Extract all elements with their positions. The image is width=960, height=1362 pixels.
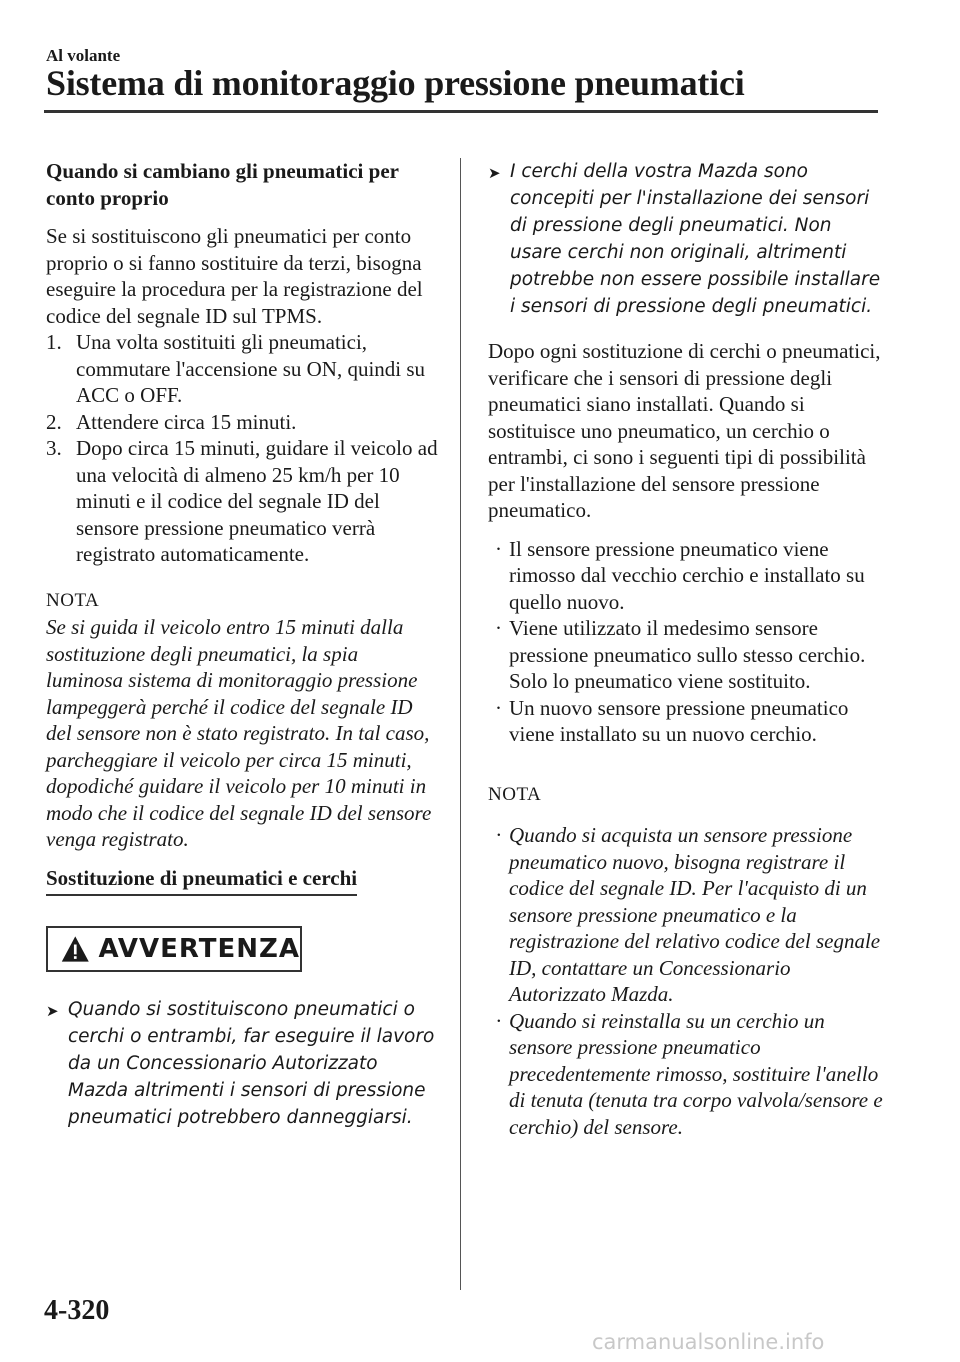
- warning-text: I cerchi della vostra Mazda sono concepiti per l'installazione dei sensori di pressione degli pneumatici. Non usare cerchi non originali, altrimenti potrebbe non essere possibile installare i sensori di pressione degli pneumatici.: [510, 161, 881, 317]
- warning-title: AVVERTENZA: [98, 933, 300, 964]
- warning-item: [488, 158, 883, 320]
- page-number: 4-320: [44, 1295, 110, 1326]
- section-label: Al volante: [46, 46, 121, 65]
- column-divider: [460, 158, 461, 1290]
- list-item: [46, 435, 438, 568]
- list-item: [46, 329, 438, 409]
- arrow-icon: ➤: [488, 164, 501, 182]
- note-bullet-text: Quando si acquista un sensore pressione pneumatico nuovo, bisogna registrare il codice del segnale ID. Per l'acquisto di un sensore pressione pneumatico e la registrazione del relativo codice del segnale ID, contattare un Concessionario Autorizzato Mazda.: [509, 823, 881, 1006]
- step-number: 2.: [46, 409, 62, 434]
- note-list: [488, 822, 883, 1140]
- list-item: [488, 615, 883, 695]
- list-item: [488, 822, 883, 1008]
- bullet-icon: ·: [495, 616, 502, 640]
- note-label: NOTA: [46, 589, 100, 611]
- bullet-icon: ·: [495, 823, 502, 847]
- bullet-icon: ·: [495, 536, 502, 561]
- step-number: 3.: [46, 436, 62, 460]
- section-heading: Sostituzione di pneumatici e cerchi: [46, 865, 357, 897]
- bullet-icon: ·: [495, 1008, 502, 1033]
- step-text: Attendere circa 15 minuti.: [76, 409, 297, 434]
- step-text: Una volta sostituiti gli pneumatici, commutare l'accensione su ON, quindi su ACC o OFF.: [76, 330, 426, 407]
- body-paragraph: Dopo ogni sostituzione di cerchi o pneumatici, verificare che i sensori di pressione degli pneumatici siano installati. Quando si sostituisce uno pneumatico, un cerchio o entrambi, ci sono i seguenti tipi di possibilità per l'installazione del sensore pressione pneumatico.: [488, 339, 881, 522]
- note-bullet-text: Quando si reinstalla su un cerchio un sensore pressione pneumatico precedentemente rimosso, sostituire l'anello di tenuta (tenuta tra corpo valvola/sensore e cerchio) del sensore.: [509, 1008, 883, 1139]
- warning-text: Quando si sostituiscono pneumatici o cerchi o entrambi, far eseguire il lavoro da un Concessionario Autorizzato Mazda altrimenti i sensori di pressione pneumatici potrebbero danneggiarsi.: [68, 999, 435, 1128]
- bullet-text: Il sensore pressione pneumatico viene rimosso dal vecchio cerchio e installato su quello nuovo.: [509, 536, 865, 614]
- warning-box: [46, 926, 302, 972]
- bullet-list: [488, 536, 883, 748]
- list-item: [488, 536, 883, 616]
- bullet-text: Viene utilizzato il medesimo sensore pressione pneumatico sullo stesso cerchio. Solo lo pneumatico viene sostituito.: [509, 616, 866, 693]
- list-item: [488, 1008, 883, 1141]
- list-item: [488, 695, 883, 748]
- bullet-icon: ·: [495, 695, 502, 720]
- left-column: [46, 158, 438, 1131]
- step-text: Dopo circa 15 minuti, guidare il veicolo ad una velocità di almeno 25 km/h per 10 minuti e il codice del segnale ID del sensore pressione pneumatico verrà registrato automaticamente.: [76, 436, 438, 566]
- subheading: Quando si cambiano gli pneumatici per conto proprio: [46, 159, 399, 210]
- intro-paragraph: Se si sostituiscono gli pneumatici per conto proprio o si fanno sostituire da terzi, bisogna eseguire la procedura per la registrazione del codice del segnale ID sul TPMS.: [46, 224, 423, 328]
- step-number: 1.: [46, 330, 62, 354]
- right-column: [488, 158, 883, 1140]
- warning-item: [46, 996, 438, 1131]
- note-text: Se si guida il veicolo entro 15 minuti dalla sostituzione degli pneumatici, la spia luminosa sistema di monitoraggio pressione lampeggerà perché il codice del segnale ID del sensore non è stato registrato. In tal caso, parcheggiare il veicolo per circa 15 minuti, dopodiché guidare il veicolo per 10 minuti in modo che il codice del segnale ID del sensore venga registrato.: [46, 615, 432, 851]
- note-label: NOTA: [488, 783, 542, 805]
- header-rule: [44, 110, 878, 113]
- watermark: carmanualsonline.info: [592, 1330, 825, 1354]
- arrow-icon: ➤: [46, 1002, 59, 1020]
- bullet-text: Un nuovo sensore pressione pneumatico viene installato su un nuovo cerchio.: [509, 695, 849, 746]
- list-item: [46, 409, 438, 436]
- page-title: Sistema di monitoraggio pressione pneumatici: [46, 63, 745, 103]
- warning-icon: [60, 933, 91, 965]
- steps-list: [46, 329, 438, 568]
